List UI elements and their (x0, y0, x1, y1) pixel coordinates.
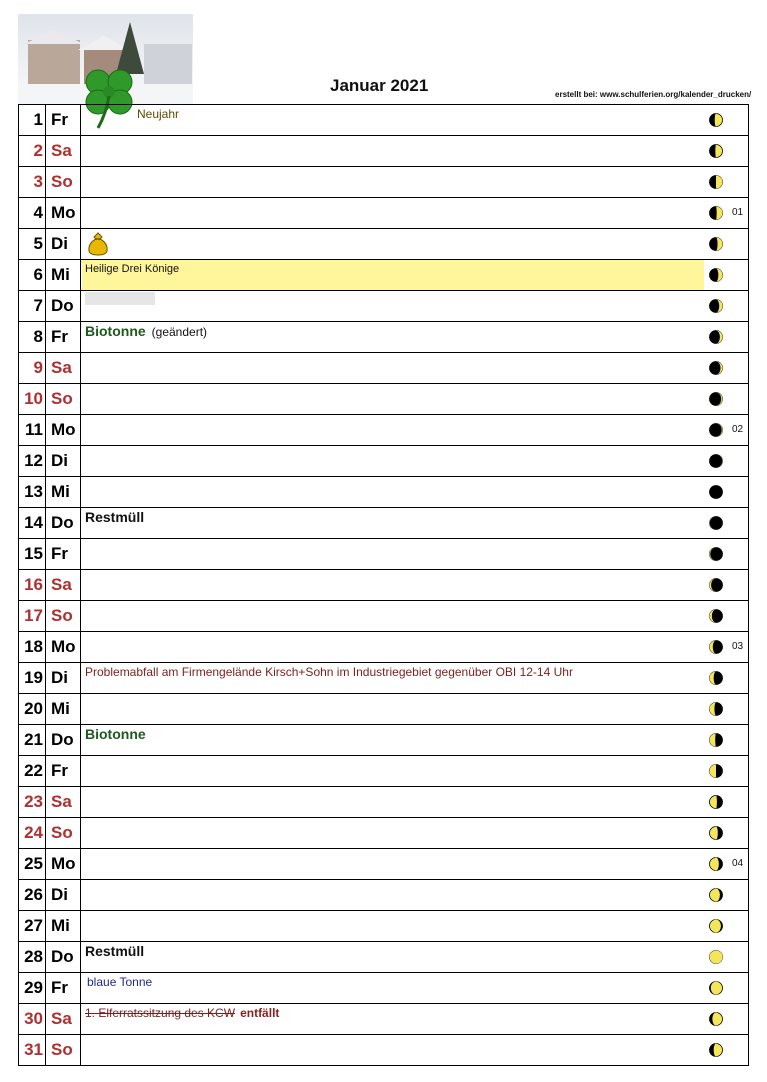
calendar-row (18, 725, 749, 756)
day-of-week: Fr (47, 105, 81, 135)
moon-phase-icon (709, 950, 723, 964)
moon-phase-icon (709, 454, 723, 468)
moon-phase-icon (709, 733, 723, 747)
calendar-row (18, 942, 749, 973)
day-of-week: Mo (47, 198, 81, 228)
day-of-week: Sa (47, 570, 81, 600)
calendar-row (18, 198, 749, 229)
calendar-table (18, 104, 749, 1066)
day-number: 8 (19, 322, 46, 352)
day-number: 9 (19, 353, 46, 383)
day-number: 22 (19, 756, 46, 786)
calendar-row (18, 136, 749, 167)
calendar-row (18, 322, 749, 353)
event-label: Restmüll (85, 943, 145, 959)
event-label: Biotonne (85, 323, 146, 339)
moon-phase-icon (709, 795, 723, 809)
moon-phase-icon (709, 237, 723, 251)
calendar-row (18, 508, 749, 539)
moon-phase-icon (709, 206, 723, 220)
calendar-row (18, 880, 749, 911)
moon-phase-icon (709, 485, 723, 499)
moon-phase-icon (709, 392, 723, 406)
day-number: 21 (19, 725, 46, 755)
event-label: Heilige Drei Könige (85, 263, 180, 275)
day-number: 7 (19, 291, 46, 321)
day-number: 11 (19, 415, 46, 445)
moon-phase-icon (709, 330, 723, 344)
day-number: 20 (19, 694, 46, 724)
moon-phase-icon (709, 268, 723, 282)
day-number: 2 (19, 136, 46, 166)
day-of-week: Sa (47, 136, 81, 166)
day-number: 19 (19, 663, 46, 693)
calendar-row (18, 756, 749, 787)
day-number: 25 (19, 849, 46, 879)
day-number: 24 (19, 818, 46, 848)
day-of-week: Sa (47, 787, 81, 817)
event-label: Biotonne (85, 726, 146, 742)
day-number: 31 (19, 1035, 46, 1065)
moon-phase-icon (709, 547, 723, 561)
event-label: 1. Elferratssitzung des KCW (85, 1006, 236, 1020)
event-text (87, 975, 152, 989)
day-number: 15 (19, 539, 46, 569)
calendar-row (18, 1035, 749, 1066)
day-of-week: Fr (47, 322, 81, 352)
calendar-row (18, 818, 749, 849)
day-of-week: Fr (47, 756, 81, 786)
event-label: Problemabfall am Firmengelände Kirsch+Sohn im Industriegebiet gegenüber OBI 12-14 Uhr (85, 665, 573, 679)
calendar-row (18, 167, 749, 198)
day-number: 3 (19, 167, 46, 197)
day-of-week: Mi (47, 911, 81, 941)
calendar-row (18, 260, 749, 291)
event-label: Neujahr (137, 107, 180, 121)
moon-phase-icon (709, 919, 723, 933)
event-text (85, 944, 144, 958)
week-number: 02 (732, 424, 744, 435)
calendar-row (18, 973, 749, 1004)
day-of-week: Do (47, 508, 81, 538)
week-number: 04 (732, 858, 744, 869)
moon-phase-icon (709, 1012, 723, 1026)
calendar-row (18, 787, 749, 818)
day-of-week: Mi (47, 477, 81, 507)
day-number: 5 (19, 229, 46, 259)
calendar-row (18, 229, 749, 260)
day-number: 26 (19, 880, 46, 910)
moon-phase-icon (709, 826, 723, 840)
moon-phase-icon (709, 423, 723, 437)
day-number: 10 (19, 384, 46, 414)
event-text (85, 510, 144, 524)
day-number: 18 (19, 632, 46, 662)
event-label: blaue Tonne (87, 975, 153, 989)
day-of-week: Fr (47, 539, 81, 569)
day-number: 4 (19, 198, 46, 228)
day-number: 29 (19, 973, 46, 1003)
moon-phase-icon (709, 361, 723, 375)
event-note: entfällt (240, 1006, 280, 1020)
moon-phase-icon (709, 1043, 723, 1057)
calendar-row (18, 105, 749, 136)
day-number: 6 (19, 260, 46, 290)
calendar-row (18, 570, 749, 601)
moon-phase-icon (709, 981, 723, 995)
day-of-week: Mi (47, 694, 81, 724)
moon-phase-icon (709, 764, 723, 778)
calendar-row (18, 539, 749, 570)
calendar-row (18, 477, 749, 508)
day-number: 16 (19, 570, 46, 600)
event-text (85, 727, 146, 741)
day-of-week: Do (47, 725, 81, 755)
day-number: 28 (19, 942, 46, 972)
event-text (85, 665, 573, 679)
calendar-row (18, 1004, 749, 1035)
day-number: 27 (19, 911, 46, 941)
greyed-entry (85, 292, 155, 305)
moon-phase-icon (709, 113, 723, 127)
calendar-row (18, 632, 749, 663)
calendar-row (18, 663, 749, 694)
day-number: 30 (19, 1004, 46, 1034)
day-of-week: Do (47, 291, 81, 321)
day-number: 13 (19, 477, 46, 507)
credit-text: erstellt bei: www.schulferien.org/kalender_drucken/ (555, 90, 752, 99)
day-number: 12 (19, 446, 46, 476)
page-title: Januar 2021 (330, 76, 429, 95)
day-of-week: Mo (47, 415, 81, 445)
calendar-row (18, 911, 749, 942)
calendar-row (18, 384, 749, 415)
day-number: 1 (19, 105, 46, 135)
moon-phase-icon (709, 144, 723, 158)
day-of-week: Sa (47, 1004, 81, 1034)
week-number: 01 (732, 207, 744, 218)
calendar-row (18, 601, 749, 632)
day-of-week: Di (47, 446, 81, 476)
moon-phase-icon (709, 888, 723, 902)
moon-phase-icon (709, 609, 723, 623)
calendar-row (18, 694, 749, 725)
day-number: 14 (19, 508, 46, 538)
event-label: Restmüll (85, 509, 145, 525)
moon-phase-icon (709, 516, 723, 530)
event-text (85, 262, 179, 276)
day-of-week: So (47, 167, 81, 197)
day-of-week: Di (47, 880, 81, 910)
day-of-week: So (47, 384, 81, 414)
calendar-row (18, 446, 749, 477)
calendar-row (18, 353, 749, 384)
event-text (85, 1006, 279, 1020)
event-note: (geändert) (151, 325, 208, 339)
event-text (137, 107, 179, 121)
day-of-week: Di (47, 663, 81, 693)
sack-icon (85, 231, 111, 257)
calendar-row (18, 291, 749, 322)
day-of-week: Di (47, 229, 81, 259)
event-text (85, 324, 207, 339)
moon-phase-icon (709, 578, 723, 592)
day-of-week: Do (47, 942, 81, 972)
calendar-row (18, 849, 749, 880)
moon-phase-icon (709, 640, 723, 654)
day-of-week: Fr (47, 973, 81, 1003)
moon-phase-icon (709, 857, 723, 871)
moon-phase-icon (709, 299, 723, 313)
calendar-row (18, 415, 749, 446)
day-of-week: Mo (47, 632, 81, 662)
day-number: 23 (19, 787, 46, 817)
moon-phase-icon (709, 671, 723, 685)
day-of-week: So (47, 818, 81, 848)
moon-phase-icon (709, 702, 723, 716)
week-number: 03 (732, 641, 744, 652)
day-of-week: So (47, 1035, 81, 1065)
moon-phase-icon (709, 175, 723, 189)
day-of-week: So (47, 601, 81, 631)
day-of-week: Sa (47, 353, 81, 383)
day-number: 17 (19, 601, 46, 631)
day-of-week: Mo (47, 849, 81, 879)
day-of-week: Mi (47, 260, 81, 290)
